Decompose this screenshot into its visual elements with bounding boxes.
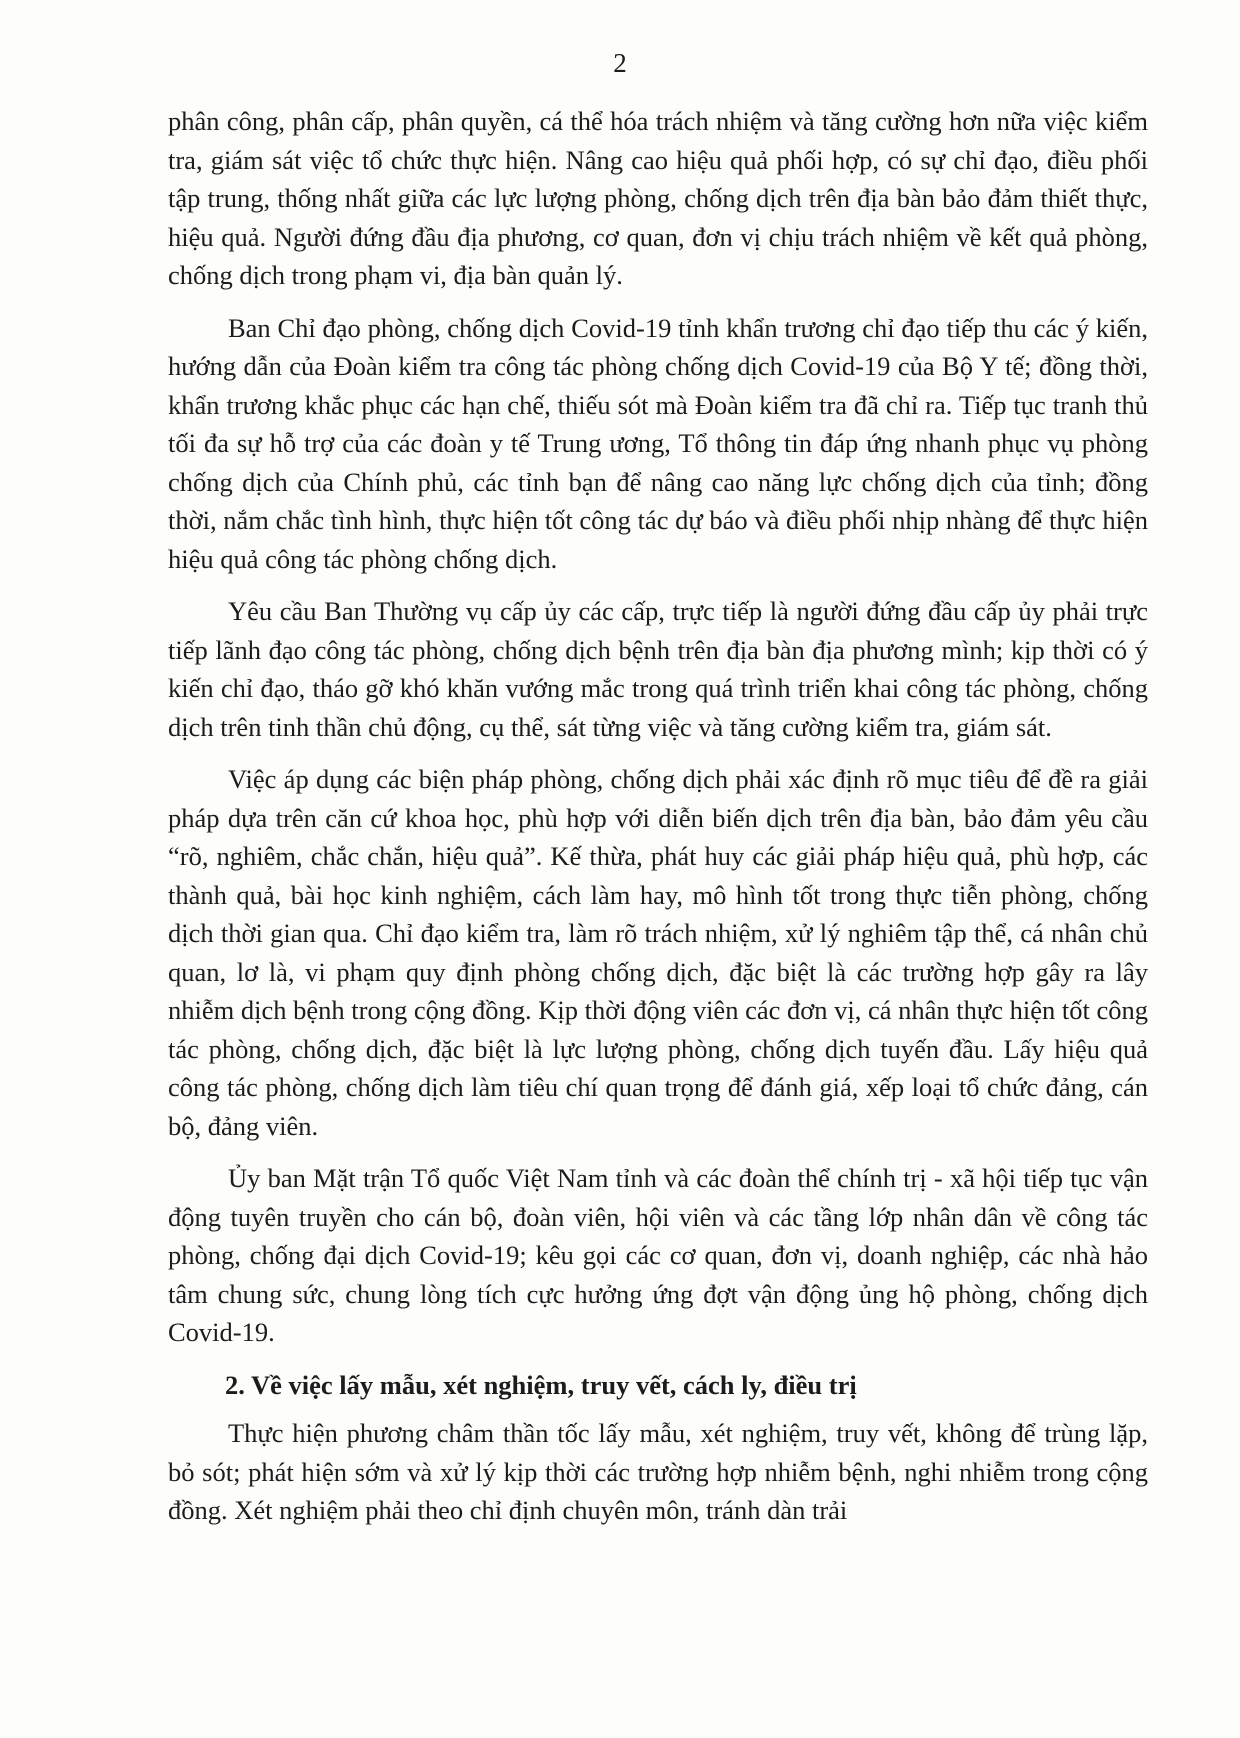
paragraph-fatherland-front: Ủy ban Mặt trận Tổ quốc Việt Nam tỉnh và các đoàn thể chính trị - xã hội tiếp tục vận động tuyên truyền cho cán bộ, đoàn viên, hội viên và các tầng lớp nhân dân về công tác phòng, chống đại dịch Covid-19; kêu gọi các cơ quan, đơn vị, doanh nghiệp, các nhà hảo tâm chung sức, chung lòng tích cực hưởng ứng đợt vận động ủng hộ phòng, chống dịch Covid-19. bbox=[168, 1163, 1148, 1347]
paragraph-testing: Thực hiện phương châm thần tốc lấy mẫu, xét nghiệm, truy vết, không để trùng lặp, bỏ sót; phát hiện sớm và xử lý kịp thời các trường hợp nhiễm bệnh, nghi nhiễm trong cộng đồng. Xét nghiệm phải theo chỉ định chuyên môn, tránh dàn trải bbox=[168, 1418, 1148, 1525]
paragraph-continuation: phân công, phân cấp, phân quyền, cá thể hóa trách nhiệm và tăng cường hơn nữa việc kiểm tra, giám sát việc tổ chức thực hiện. Nâng cao hiệu quả phối hợp, có sự chỉ đạo, điều phối tập trung, thống nhất giữa các lực lượng phòng, chống dịch trên địa bàn bảo đảm thiết thực, hiệu quả. Người đứng đầu địa phương, cơ quan, đơn vị chịu trách nhiệm về kết quả phòng, chống dịch trong phạm vi, địa bàn quản lý. bbox=[168, 106, 1148, 290]
section-heading: 2. Về việc lấy mẫu, xét nghiệm, truy vết, cách ly, điều trị bbox=[225, 1369, 857, 1400]
paragraph-measures: Việc áp dụng các biện pháp phòng, chống dịch phải xác định rõ mục tiêu để đề ra giải pháp dựa trên căn cứ khoa học, phù hợp với diễn biến dịch trên địa bàn, bảo đảm yêu cầu “rõ, nghiêm, chắc chắn, hiệu quả”. Kế thừa, phát huy các giải pháp hiệu quả, phù hợp, các thành quả, bài học kinh nghiệm, cách làm hay, mô hình tốt trong thực tiễn phòng, chống dịch thời gian qua. Chỉ đạo kiểm tra, làm rõ trách nhiệm, xử lý nghiêm tập thể, cá nhân chủ quan, lơ là, vi phạm quy định phòng chống dịch, đặc biệt là các trường hợp gây ra lây nhiễm dịch bệnh trong cộng đồng. Kịp thời động viên các đơn vị, cá nhân thực hiện tốt công tác phòng, chống dịch, đặc biệt là lực lượng phòng, chống dịch tuyến đầu. Lấy hiệu quả công tác phòng, chống dịch làm tiêu chí quan trọng để đánh giá, xếp loại tổ chức đảng, cán bộ, đảng viên. bbox=[168, 764, 1148, 1141]
document-body bbox=[168, 102, 1148, 1544]
page-number: 2 bbox=[613, 48, 627, 78]
paragraph-steering-committee: Ban Chỉ đạo phòng, chống dịch Covid-19 tỉnh khẩn trương chỉ đạo tiếp thu các ý kiến, hướng dẫn của Đoàn kiểm tra công tác phòng chống dịch Covid-19 của Bộ Y tế; đồng thời, khẩn trương khắc phục các hạn chế, thiếu sót mà Đoàn kiểm tra đã chỉ ra. Tiếp tục tranh thủ tối đa sự hỗ trợ của các đoàn y tế Trung ương, Tổ thông tin đáp ứng nhanh phục vụ phòng chống dịch của Chính phủ, các tỉnh bạn để nâng cao năng lực chống dịch của tỉnh; đồng thời, nắm chắc tình hình, thực hiện tốt công tác dự báo và điều phối nhịp nhàng để thực hiện hiệu quả công tác phòng chống dịch. bbox=[168, 312, 1148, 574]
paragraph-party-committee: Yêu cầu Ban Thường vụ cấp ủy các cấp, trực tiếp là người đứng đầu cấp ủy phải trực tiếp lãnh đạo công tác phòng, chống dịch bệnh trên địa bàn địa phương mình; kịp thời có ý kiến chỉ đạo, tháo gỡ khó khăn vướng mắc trong quá trình triển khai công tác phòng, chống dịch trên tinh thần chủ động, cụ thể, sát từng việc và tăng cường kiểm tra, giám sát. bbox=[168, 596, 1148, 742]
